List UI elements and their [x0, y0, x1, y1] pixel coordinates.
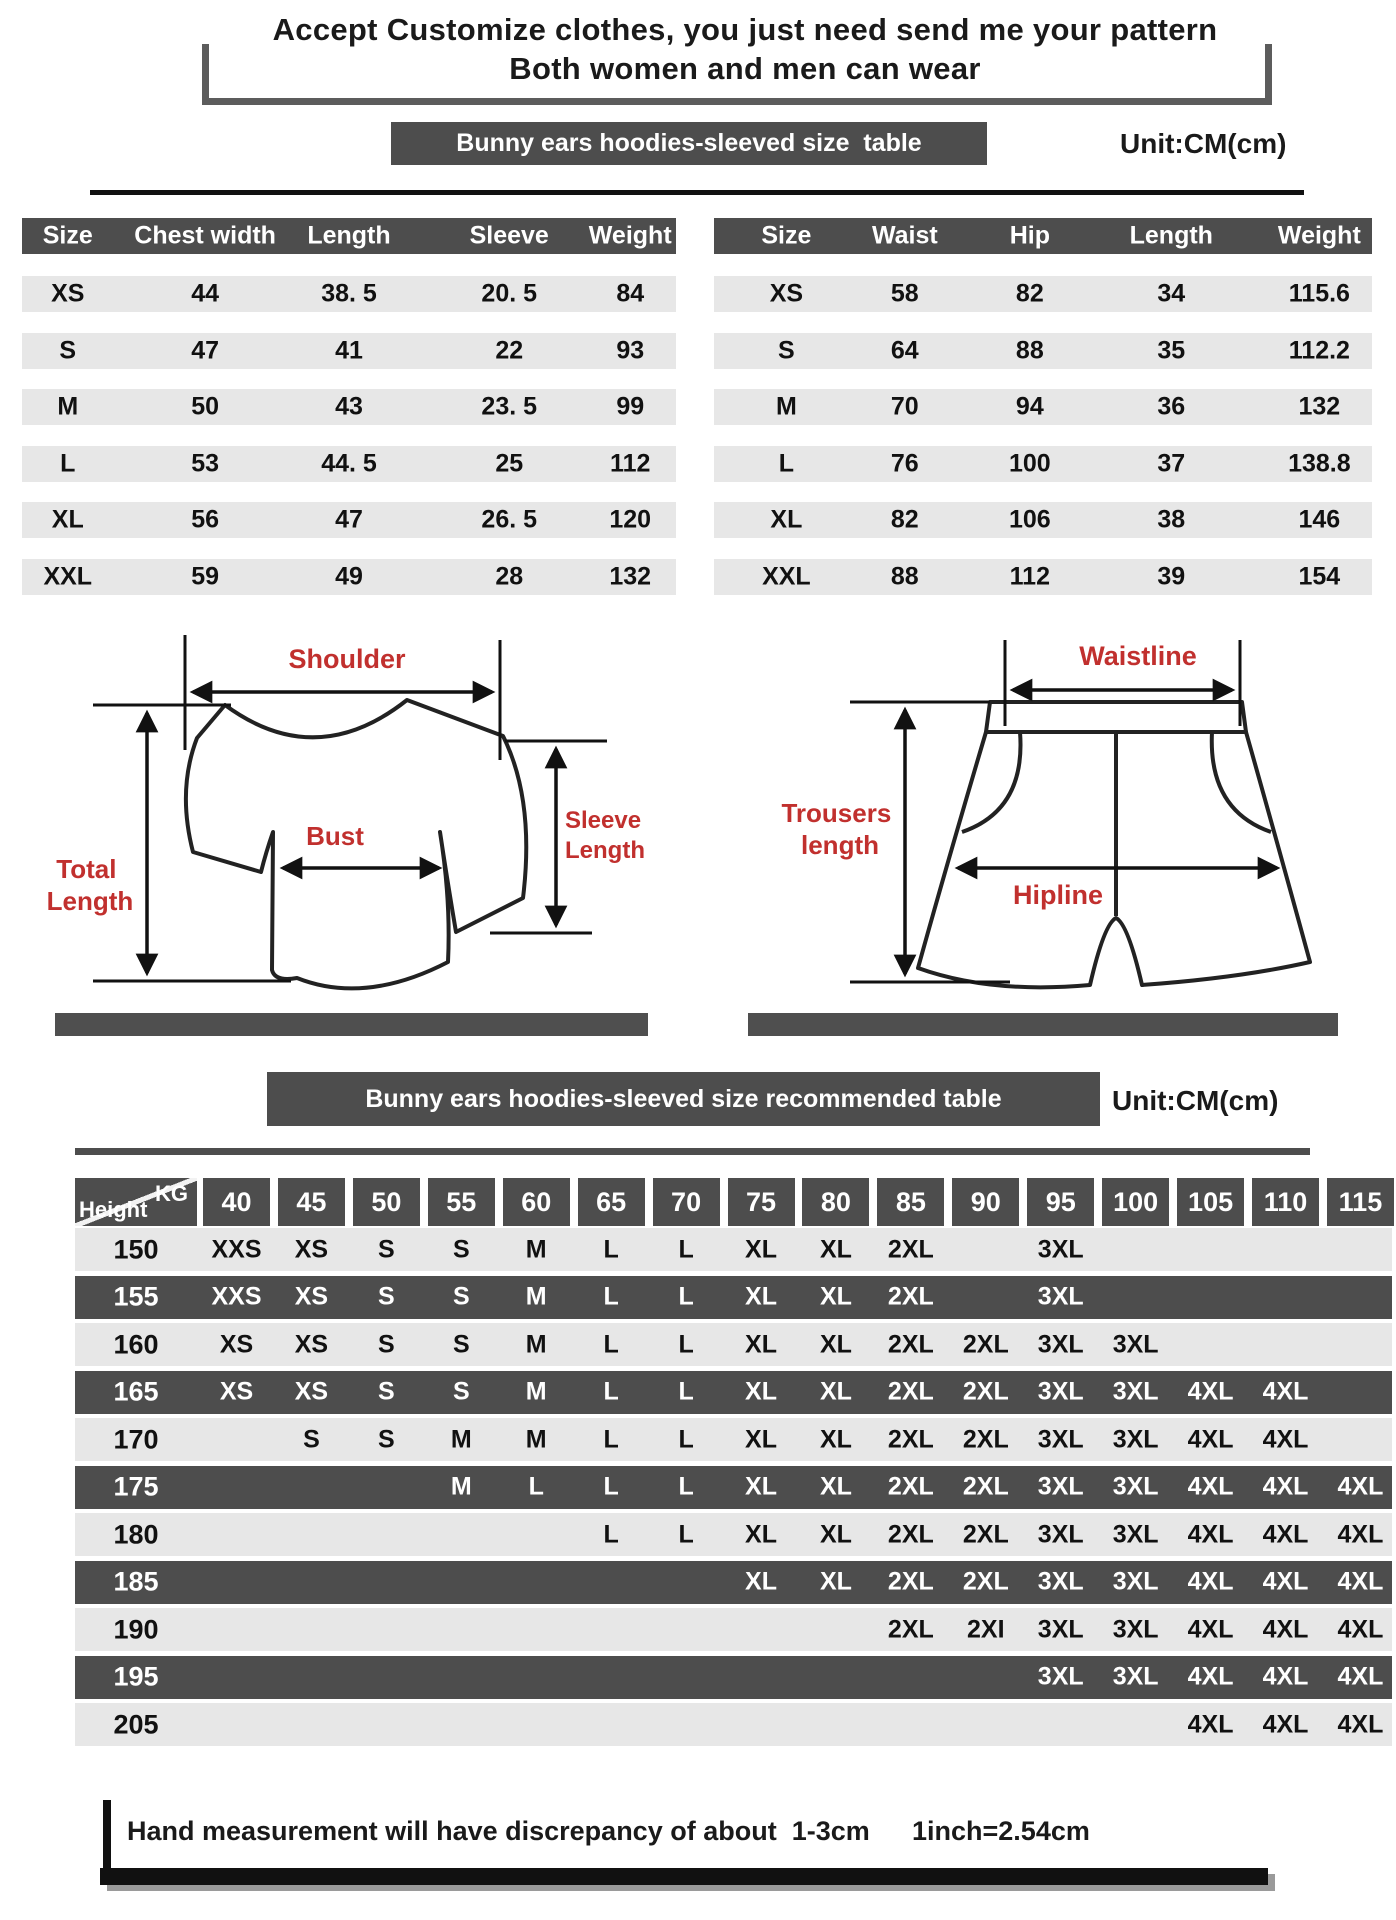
size-cell: XS — [51, 279, 85, 308]
recommended-size-cell: 4XL — [1187, 1425, 1234, 1453]
recommended-size-cell: 4XL — [1187, 1662, 1234, 1691]
recommended-size-cell: 2XL — [887, 1377, 934, 1406]
recommended-size-cell: S — [378, 1282, 395, 1311]
recommended-size-cell: S — [378, 1377, 395, 1406]
recommended-size-cell: 4XL — [1187, 1567, 1234, 1596]
recommended-size-cell: XS — [219, 1377, 254, 1406]
recommended-size-cell: XL — [819, 1567, 852, 1596]
recommended-size-cell: 2XL — [887, 1330, 934, 1358]
value-cell: 64 — [890, 336, 919, 365]
recommended-size-cell: L — [678, 1472, 694, 1501]
recommended-size-cell: L — [678, 1377, 694, 1406]
value-cell: 88 — [1015, 336, 1044, 365]
recommended-size-cell: L — [603, 1520, 619, 1548]
recommended-size-cell: L — [603, 1282, 619, 1311]
recommended-size-cell: XL — [819, 1235, 852, 1263]
value-cell: 37 — [1157, 449, 1186, 478]
table-row — [714, 333, 1372, 369]
weight-header-cell: 90 — [952, 1178, 1019, 1226]
recommended-size-cell: S — [378, 1330, 395, 1358]
recommended-size-cell: XXS — [211, 1235, 262, 1263]
recommended-size-cell: L — [678, 1235, 694, 1263]
weight-header-cell: 50 — [353, 1178, 420, 1226]
recommended-size-cell: M — [525, 1425, 547, 1453]
value-cell: 138.8 — [1288, 449, 1351, 478]
size-cell: XXL — [43, 562, 93, 591]
value-cell: 146 — [1298, 505, 1341, 534]
value-cell: 58 — [890, 279, 919, 308]
recommended-size-cell: L — [603, 1425, 619, 1453]
value-cell: 25 — [495, 449, 524, 478]
recommended-size-cell: 3XL — [1037, 1520, 1084, 1548]
shoulder-label: Shoulder — [288, 644, 406, 674]
value-cell: 88 — [890, 562, 919, 591]
table-row — [22, 276, 676, 312]
recommended-size-cell: 4XL — [1187, 1472, 1234, 1501]
divider-bar-right — [748, 1013, 1338, 1036]
recommended-size-cell: 4XL — [1337, 1662, 1384, 1691]
recommended-size-cell: S — [303, 1425, 320, 1453]
size-cell: XS — [769, 279, 804, 308]
header-underline — [202, 44, 1272, 105]
value-cell: 93 — [616, 336, 645, 365]
value-cell: 106 — [1008, 505, 1051, 534]
recommended-size-cell: 3XL — [1037, 1472, 1084, 1501]
recommended-size-cell: 2XL — [962, 1425, 1009, 1453]
value-cell: 39 — [1157, 562, 1186, 591]
value-cell: 26. 5 — [481, 505, 538, 534]
table-row — [22, 333, 676, 369]
matrix-row — [75, 1608, 1392, 1651]
recommended-size-cell: XL — [745, 1377, 777, 1406]
recommended-size-cell: 3XL — [1112, 1472, 1159, 1501]
value-cell: 53 — [191, 449, 220, 478]
weight-header-cell: 110 — [1252, 1178, 1319, 1226]
recommended-size-cell: 2XL — [887, 1520, 934, 1548]
recommended-size-cell: L — [603, 1235, 619, 1263]
recommended-size-cell: M — [450, 1472, 472, 1501]
recommended-size-cell: 3XL — [1037, 1567, 1084, 1596]
matrix-row — [75, 1561, 1392, 1604]
recommended-size-cell: M — [525, 1282, 547, 1311]
weight-header-cell: 55 — [428, 1178, 495, 1226]
horizontal-rule — [90, 190, 1304, 195]
value-cell: 112.2 — [1288, 336, 1350, 365]
recommended-size-cell: 2XL — [962, 1520, 1009, 1548]
header-line-2: Both women and men can wear — [509, 51, 981, 86]
recommended-size-cell: 3XL — [1037, 1377, 1084, 1406]
trousers-length-label: Trousers length — [781, 798, 892, 860]
value-cell: 36 — [1157, 392, 1186, 421]
horizontal-rule-gray — [75, 1148, 1310, 1155]
weight-header-cell: 95 — [1027, 1178, 1094, 1226]
recommended-size-cell: 4XL — [1337, 1472, 1384, 1501]
recommended-size-cell: XL — [819, 1425, 852, 1453]
value-cell: 43 — [335, 392, 363, 421]
recommended-size-cell: 4XL — [1262, 1377, 1309, 1406]
recommended-size-cell: XL — [745, 1425, 777, 1453]
value-cell: 132 — [609, 562, 652, 591]
value-cell: 154 — [1298, 562, 1341, 591]
recommended-size-cell: M — [525, 1330, 547, 1358]
recommended-size-cell: 3XL — [1037, 1425, 1084, 1453]
value-cell: 82 — [1015, 279, 1044, 308]
recommended-size-cell: 4XL — [1262, 1520, 1309, 1548]
height-label: 180 — [113, 1519, 159, 1549]
matrix-row — [75, 1703, 1392, 1746]
recommended-size-cell: S — [452, 1330, 470, 1358]
recommended-size-cell: 3XL — [1112, 1425, 1159, 1453]
weight-header-cell: 65 — [578, 1178, 645, 1226]
value-cell: 115.6 — [1288, 279, 1350, 308]
value-cell: 49 — [335, 562, 363, 591]
value-cell: 44 — [191, 279, 220, 308]
matrix-corner-cell — [75, 1178, 197, 1226]
value-cell: 47 — [335, 505, 363, 534]
recommended-size-cell: 3XL — [1112, 1615, 1159, 1643]
divider-bar-left — [55, 1013, 648, 1036]
column-header: Weight — [588, 221, 672, 250]
size-cell: XXL — [762, 562, 811, 591]
recommended-size-cell: 3XL — [1112, 1520, 1159, 1548]
recommended-size-cell: XL — [745, 1567, 777, 1596]
weight-header-cell: 115 — [1327, 1178, 1394, 1226]
value-cell: 76 — [890, 449, 919, 478]
recommended-size-cell: L — [528, 1472, 544, 1501]
value-cell: 38 — [1157, 505, 1186, 534]
recommended-size-cell: S — [452, 1235, 470, 1263]
recommended-size-cell: XL — [819, 1377, 852, 1406]
recommended-size-cell: 4XL — [1337, 1567, 1384, 1596]
value-cell: 35 — [1157, 336, 1186, 365]
recommended-size-cell: 2XL — [962, 1567, 1009, 1596]
size-recommend-matrix — [75, 1178, 1392, 1778]
value-cell: 112 — [610, 449, 651, 478]
section1-title-bar: Bunny ears hoodies-sleeved size table — [391, 122, 987, 165]
recommended-size-cell: L — [603, 1472, 619, 1501]
weight-header-cell: 70 — [653, 1178, 720, 1226]
table-row — [22, 389, 676, 425]
size-cell: S — [778, 336, 795, 365]
size-cell: M — [57, 392, 79, 421]
table-header-row — [714, 218, 1372, 254]
recommended-size-cell: L — [603, 1377, 619, 1406]
value-cell: 70 — [890, 392, 919, 421]
recommended-size-cell: 4XL — [1262, 1472, 1309, 1501]
recommended-size-cell: 2XL — [887, 1282, 934, 1311]
footer-bottom-rule — [100, 1868, 1268, 1885]
table-row — [22, 446, 676, 482]
weight-header-cell: 105 — [1177, 1178, 1244, 1226]
matrix-row — [75, 1276, 1392, 1319]
recommended-size-cell: S — [378, 1425, 395, 1453]
recommended-size-cell: 3XL — [1037, 1282, 1084, 1311]
hipline-label: Hipline — [1012, 880, 1104, 910]
size-cell: XL — [51, 505, 84, 534]
height-label: 185 — [113, 1566, 159, 1597]
size-cell: XL — [770, 505, 803, 534]
recommended-size-cell: M — [450, 1425, 472, 1453]
recommended-size-cell: 3XL — [1112, 1567, 1159, 1596]
table-row — [714, 276, 1372, 312]
recommended-size-cell: XL — [819, 1282, 852, 1311]
recommended-size-cell: L — [678, 1282, 694, 1311]
recommended-size-cell: M — [525, 1235, 547, 1263]
matrix-row — [75, 1323, 1392, 1366]
value-cell: 99 — [616, 392, 645, 421]
recommended-size-cell: XL — [745, 1330, 777, 1358]
value-cell: 41 — [335, 336, 363, 365]
size-cell: L — [778, 449, 795, 478]
column-header: Weight — [1277, 221, 1361, 250]
value-cell: 22 — [495, 336, 524, 365]
weight-header-cell: 80 — [802, 1178, 869, 1226]
column-header: Hip — [1009, 221, 1050, 250]
footer-note: Hand measurement will have discrepancy of about 1-3cm — [127, 1816, 870, 1846]
value-cell: 34 — [1157, 279, 1186, 308]
recommended-size-cell: 3XL — [1037, 1330, 1084, 1358]
recommended-size-cell: 2XI — [967, 1615, 1005, 1643]
recommended-size-cell: 3XL — [1112, 1662, 1159, 1691]
recommended-size-cell: 4XL — [1187, 1520, 1234, 1548]
height-label: 175 — [113, 1471, 159, 1502]
value-cell: 94 — [1015, 392, 1044, 421]
recommended-size-cell: 4XL — [1187, 1377, 1234, 1406]
height-label: 195 — [113, 1661, 159, 1692]
recommended-size-cell: XL — [819, 1520, 852, 1548]
recommended-size-cell: XL — [745, 1520, 777, 1548]
recommended-size-cell: 2XL — [962, 1472, 1009, 1501]
recommended-size-cell: 2XL — [887, 1567, 934, 1596]
recommended-size-cell: 2XL — [887, 1472, 934, 1501]
section2-title-bar: Bunny ears hoodies-sleeved size recommended table — [267, 1072, 1100, 1126]
recommended-size-cell: 2XL — [962, 1330, 1009, 1358]
value-cell: 38. 5 — [321, 279, 377, 308]
height-label: 170 — [113, 1424, 159, 1454]
recommended-size-cell: XL — [745, 1235, 777, 1263]
recommended-size-cell: 4XL — [1262, 1710, 1309, 1738]
value-cell: 82 — [890, 505, 919, 534]
value-cell: 59 — [191, 562, 220, 591]
column-header: Waist — [871, 221, 938, 250]
height-label: 190 — [113, 1614, 159, 1644]
recommended-size-cell: XL — [819, 1330, 852, 1358]
recommended-size-cell: XS — [294, 1235, 329, 1263]
shirt-measure-diagram — [35, 500, 650, 1010]
recommended-size-cell: XL — [745, 1472, 777, 1501]
header-line-1: Accept Customize clothes, you just need send me your pattern — [272, 12, 1218, 47]
recommended-size-cell: 3XL — [1112, 1330, 1159, 1358]
corner-height-label: Height — [79, 1197, 148, 1222]
value-cell: 132 — [1298, 392, 1341, 421]
recommended-size-cell: 3XL — [1037, 1662, 1084, 1691]
value-cell: 84 — [616, 279, 645, 308]
height-label: 150 — [113, 1234, 159, 1264]
value-cell: 47 — [191, 336, 220, 365]
recommended-size-cell: 2XL — [887, 1615, 934, 1643]
recommended-size-cell: 4XL — [1337, 1615, 1384, 1643]
recommended-size-cell: M — [525, 1377, 547, 1406]
matrix-row — [75, 1228, 1392, 1271]
corner-kg-label: KG — [155, 1181, 188, 1206]
table-row — [714, 389, 1372, 425]
recommended-size-cell: XL — [819, 1472, 852, 1501]
recommended-size-cell: 3XL — [1037, 1235, 1084, 1263]
recommended-size-cell: XS — [294, 1282, 329, 1311]
height-label: 155 — [113, 1281, 159, 1312]
total-length-label: Total Length — [46, 854, 134, 916]
recommended-size-cell: 3XL — [1037, 1615, 1084, 1643]
matrix-row — [75, 1656, 1392, 1699]
footer-left-rule — [103, 1800, 111, 1876]
recommended-size-cell: L — [678, 1520, 694, 1548]
recommended-size-cell: 4XL — [1187, 1615, 1234, 1643]
recommended-size-cell: XXS — [211, 1282, 262, 1311]
recommended-size-cell: 2XL — [887, 1235, 934, 1263]
recommended-size-cell: S — [452, 1282, 470, 1311]
sleeve-length-label: Sleeve Length — [565, 807, 645, 864]
height-label: 165 — [113, 1376, 159, 1407]
value-cell: 120 — [609, 505, 652, 534]
recommended-size-cell: 4XL — [1262, 1662, 1309, 1691]
recommended-size-cell: XS — [219, 1330, 254, 1358]
recommended-size-cell: 4XL — [1262, 1567, 1309, 1596]
value-cell: 100 — [1008, 449, 1051, 478]
recommended-size-cell: 4XL — [1337, 1520, 1384, 1548]
recommended-size-cell: 2XL — [887, 1425, 934, 1453]
weight-header-cell: 85 — [877, 1178, 944, 1226]
matrix-row — [75, 1418, 1392, 1461]
recommended-size-cell: L — [603, 1330, 619, 1358]
footer-conversion: 1inch=2.54cm — [912, 1816, 1090, 1846]
weight-header-cell: 100 — [1102, 1178, 1169, 1226]
column-header: Length — [1129, 221, 1213, 250]
column-header: Sleeve — [469, 221, 549, 250]
value-cell: 28 — [495, 562, 524, 591]
weight-header-cell: 75 — [728, 1178, 795, 1226]
value-cell: 112 — [1009, 562, 1050, 591]
recommended-size-cell: 3XL — [1112, 1377, 1159, 1406]
section2-unit-label: Unit:CM(cm) — [1112, 1085, 1279, 1116]
recommended-size-cell: 4XL — [1262, 1615, 1309, 1643]
waistline-label: Waistline — [1079, 641, 1197, 671]
shorts-outline — [986, 702, 1246, 732]
column-header: Size — [42, 221, 93, 250]
recommended-size-cell: S — [452, 1377, 470, 1406]
weight-header-cell: 40 — [203, 1178, 270, 1226]
value-cell: 20. 5 — [481, 279, 538, 308]
recommended-size-cell: 4XL — [1187, 1710, 1234, 1738]
weight-header-cell: 60 — [503, 1178, 570, 1226]
height-label: 160 — [113, 1329, 159, 1359]
recommended-size-cell: L — [678, 1330, 694, 1358]
height-label: 205 — [113, 1709, 159, 1739]
recommended-size-cell: XS — [294, 1330, 329, 1358]
value-cell: 50 — [191, 392, 220, 421]
size-cell: M — [775, 392, 797, 421]
table-header-row — [22, 218, 676, 254]
table-row — [714, 446, 1372, 482]
value-cell: 44. 5 — [321, 449, 377, 478]
recommended-size-cell: 4XL — [1337, 1710, 1384, 1738]
value-cell: 56 — [191, 505, 220, 534]
recommended-size-cell: 4XL — [1262, 1425, 1309, 1453]
matrix-row — [75, 1513, 1392, 1556]
recommended-size-cell: XL — [745, 1282, 777, 1311]
size-cell: S — [59, 336, 77, 365]
column-header: Chest width — [134, 221, 276, 250]
shorts-measure-diagram — [660, 500, 1360, 1010]
section1-unit-label: Unit:CM(cm) — [1120, 128, 1287, 159]
column-header: Length — [307, 221, 391, 250]
recommended-size-cell: 2XL — [962, 1377, 1009, 1406]
recommended-size-cell: S — [378, 1235, 395, 1263]
value-cell: 23. 5 — [481, 392, 538, 421]
weight-header-cell: 45 — [278, 1178, 345, 1226]
recommended-size-cell: XS — [294, 1377, 329, 1406]
bust-label: Bust — [306, 821, 364, 851]
matrix-row — [75, 1371, 1392, 1414]
recommended-size-cell: L — [678, 1425, 694, 1453]
column-header: Size — [761, 221, 812, 250]
matrix-row — [75, 1466, 1392, 1509]
size-cell: L — [60, 449, 76, 478]
